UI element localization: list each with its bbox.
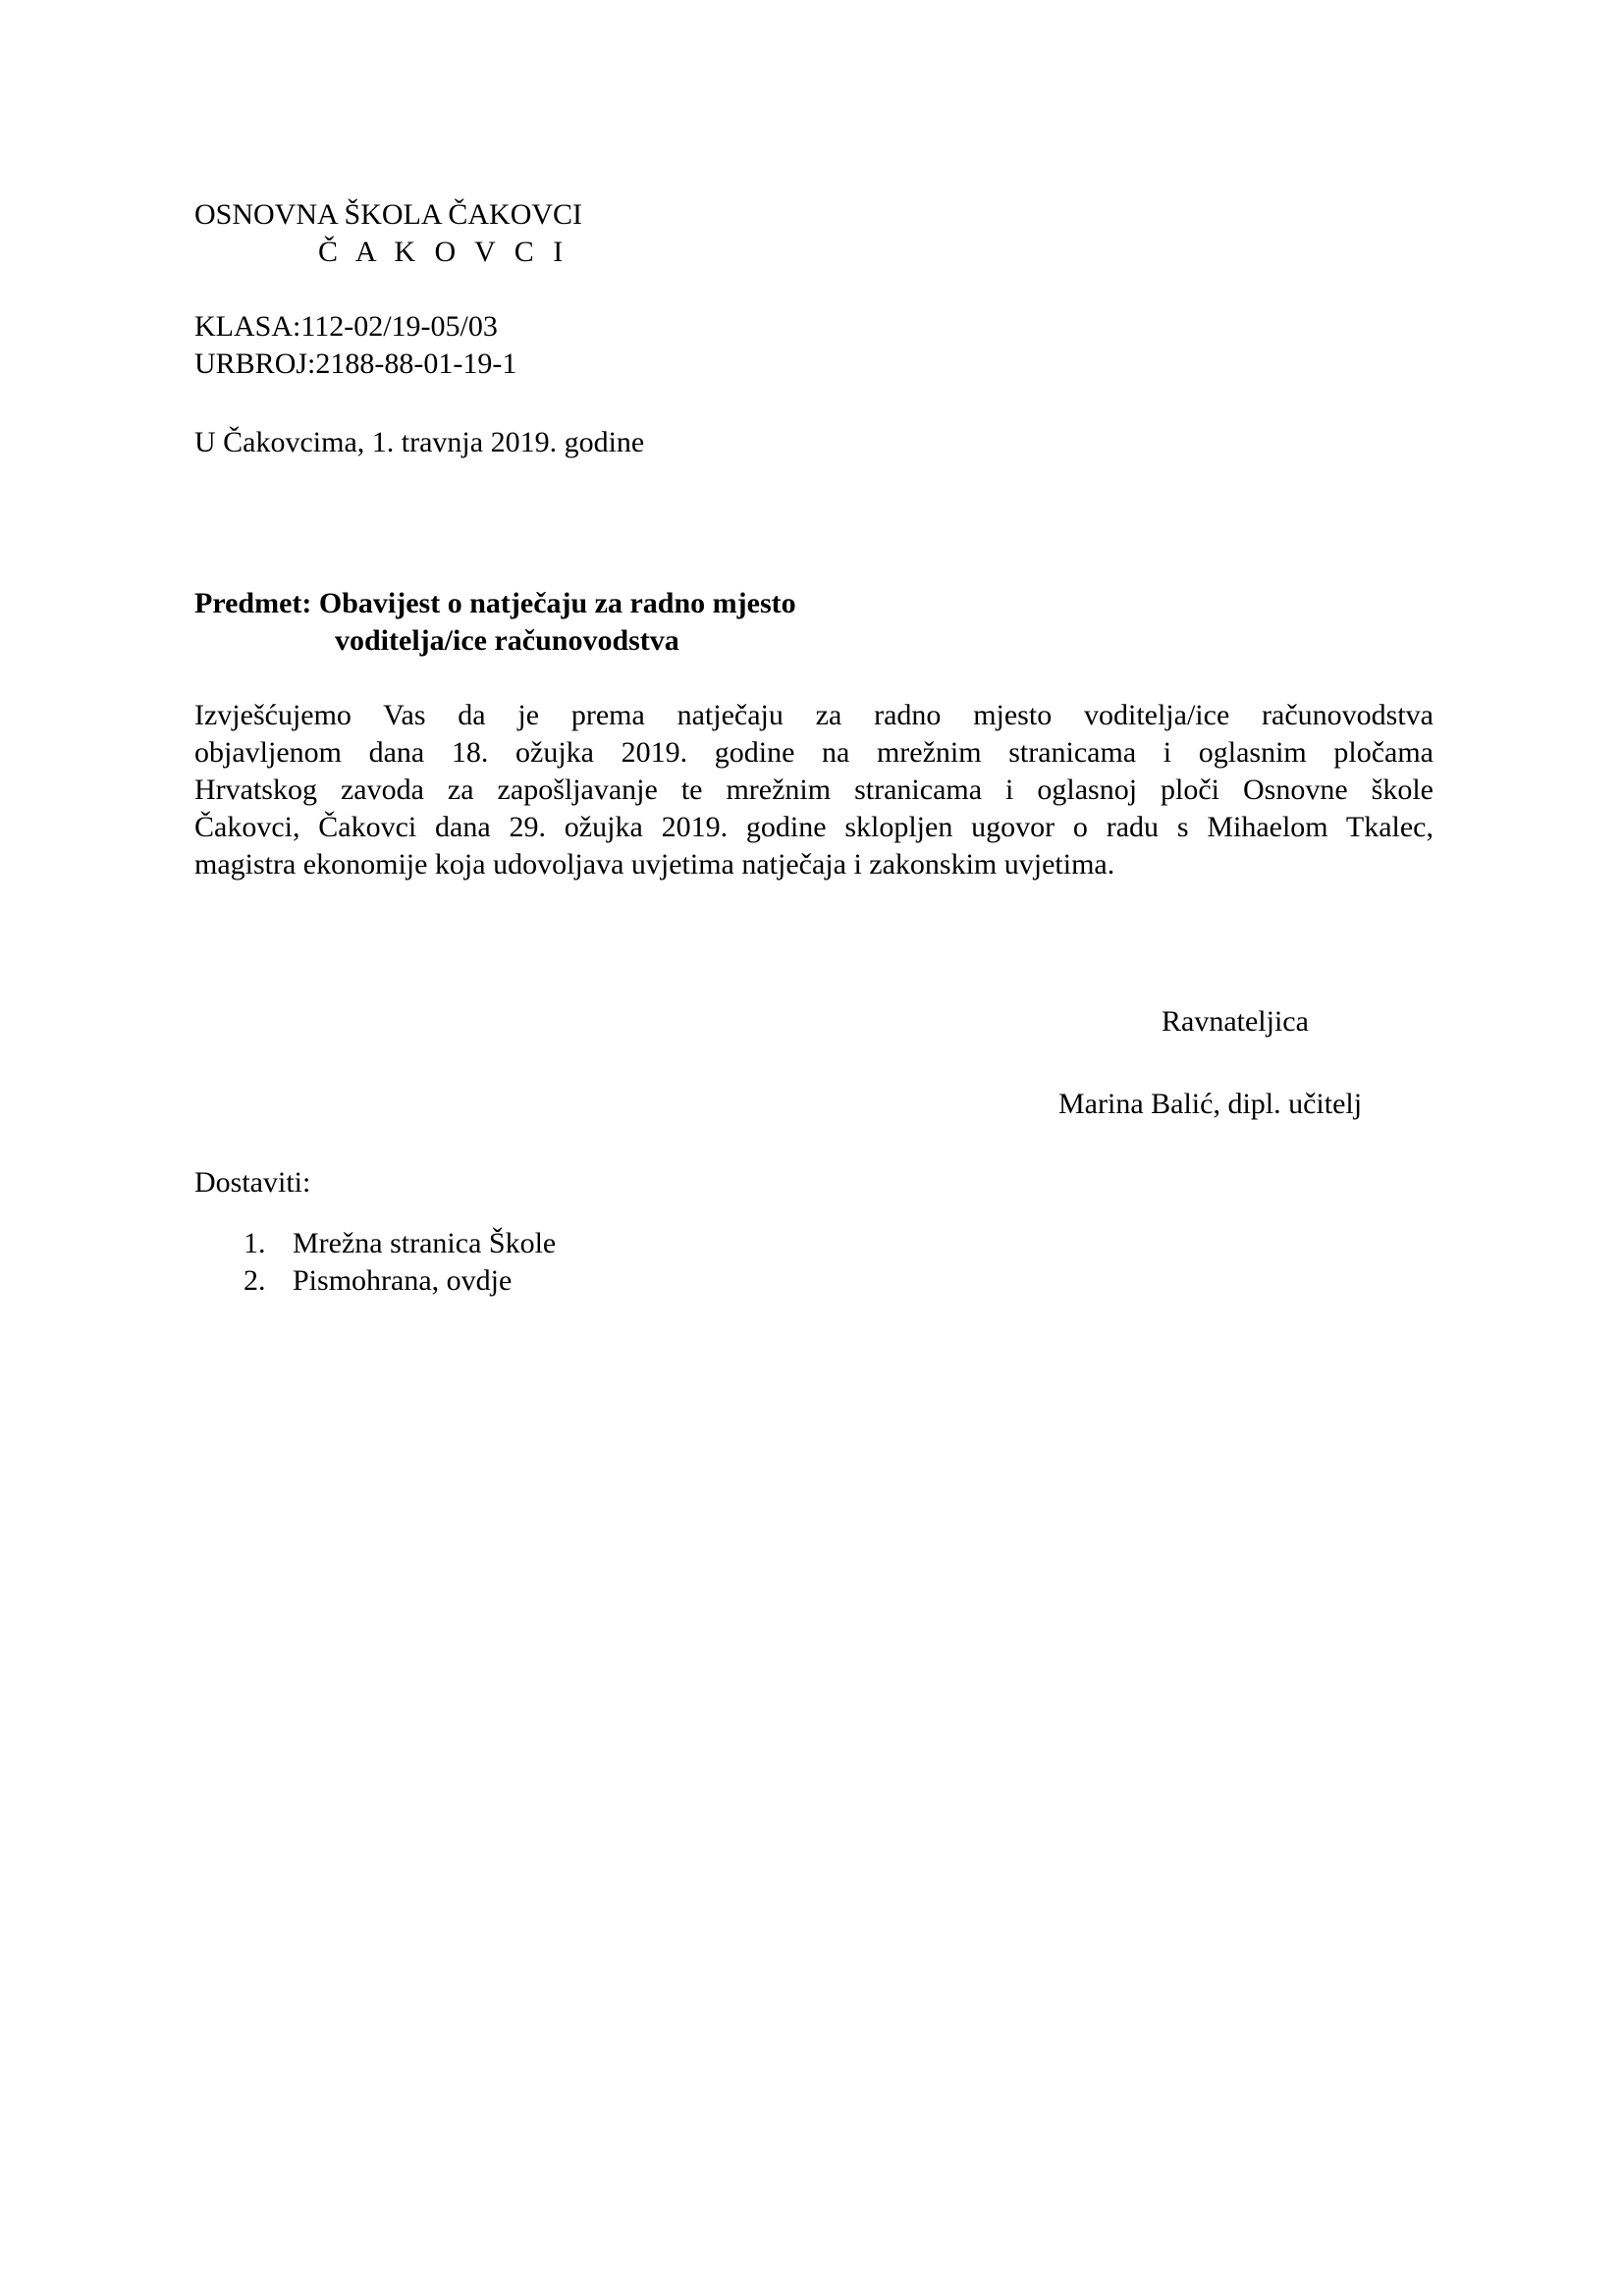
- body-paragraph: [194, 697, 1434, 883]
- body-line: magistra ekonomije koja udovoljava uvjetima natječaja i zakonskim uvjetima.: [194, 848, 1115, 881]
- place-and-date: U Čakovcima, 1. travnja 2019. godine: [194, 426, 645, 458]
- list-item-number: 1.: [243, 1227, 266, 1259]
- delivery-label: Dostaviti:: [194, 1166, 311, 1199]
- signature-title: Ravnateljica: [1162, 1005, 1309, 1038]
- list-item-text: Pismohrana, ovdje: [293, 1264, 513, 1297]
- urbroj-reference: URBROJ:2188-88-01-19-1: [194, 347, 517, 380]
- subject-line-1: Predmet: Obavijest o natječaju za radno mjesto: [194, 587, 796, 619]
- body-line: Hrvatskog zavoda za zapošljavanje te mrežnim stranicama i oglasnoj ploči Osnovne škole: [194, 774, 1434, 806]
- school-city: Č A K O V C I: [318, 236, 569, 268]
- list-item: [243, 1225, 556, 1262]
- body-line: Izvješćujemo Vas da je prema natječaju za radno mjesto voditelja/ice računovodstva: [194, 699, 1434, 731]
- body-line: Čakovci, Čakovci dana 29. ožujka 2019. godine sklopljen ugovor o radu s Mihaelom Tkalec,: [194, 811, 1434, 843]
- signature-name: Marina Balić, dipl. učitelj: [1058, 1088, 1363, 1120]
- list-item-number: 2.: [243, 1264, 266, 1297]
- klasa-reference: KLASA:112-02/19-05/03: [194, 310, 498, 343]
- delivery-list: [243, 1225, 556, 1300]
- subject-line-2: voditelja/ice računovodstva: [335, 624, 679, 657]
- list-item-text: Mrežna stranica Škole: [293, 1227, 557, 1259]
- school-name: OSNOVNA ŠKOLA ČAKOVCI: [194, 198, 583, 231]
- list-item: [243, 1262, 556, 1300]
- body-line: objavljenom dana 18. ožujka 2019. godine na mrežnim stranicama i oglasnim pločama: [194, 736, 1434, 769]
